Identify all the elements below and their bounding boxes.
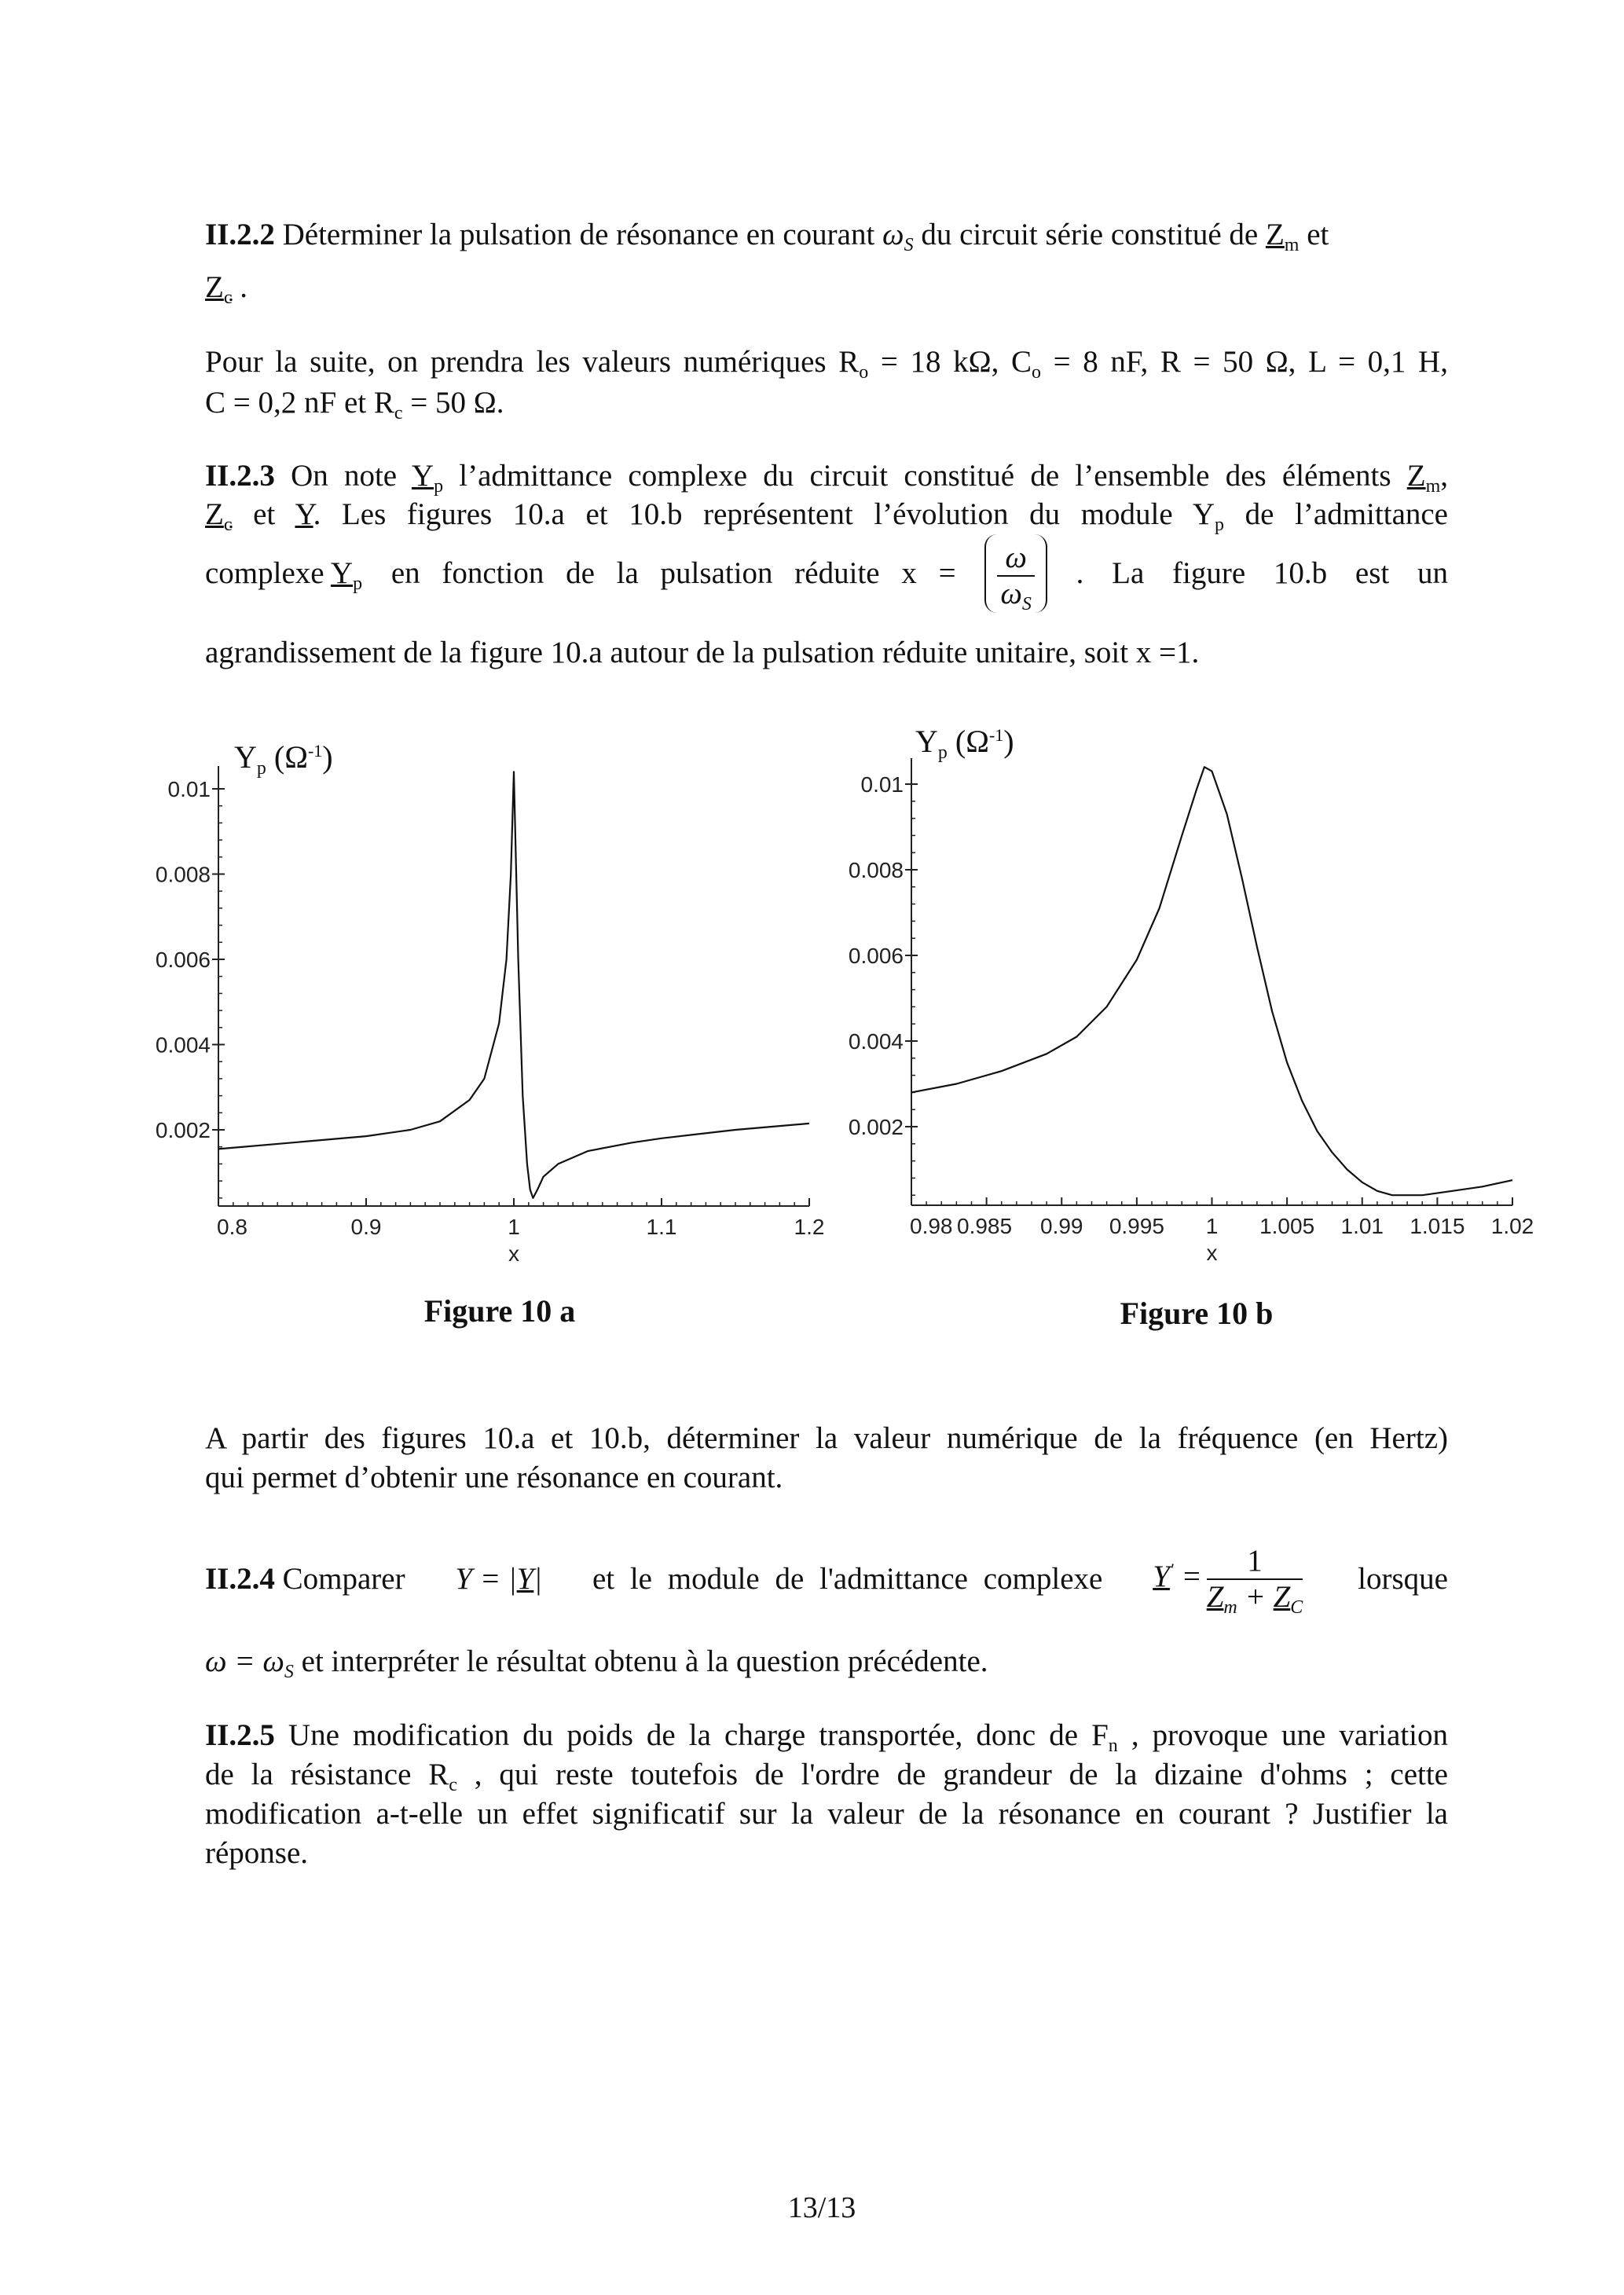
- figure-10b-curve: [911, 767, 1512, 1195]
- text: . Les figures 10.a et 10.b représentent l’évolution du module Y: [313, 497, 1215, 531]
- figure-10b-y-tick-label: 0.004: [848, 1029, 904, 1054]
- question-frequency-line-2: [205, 1460, 1448, 1496]
- figure-10b-x-tick-label: 0.995: [1109, 1214, 1164, 1238]
- sub: c: [394, 403, 403, 423]
- figure-10a-y-tick-label: 0.002: [155, 1118, 211, 1142]
- text: ,: [1440, 459, 1448, 493]
- figure-10a-caption: Figure 10 a: [423, 1293, 576, 1329]
- question-2-4-line-2: [205, 1644, 1448, 1680]
- omega-equation: $\omega = \omega_S$: [205, 1644, 294, 1682]
- figure-10a-x-tick-label: 1.1: [646, 1215, 677, 1239]
- zm-symbol: $Z_m$: [1265, 218, 1300, 255]
- text: agrandissement de la figure 10.a autour de la pulsation réduite unitaire, soit x =1.: [205, 636, 1200, 669]
- y-modulus-equation: Y = |Y|: [455, 1562, 543, 1596]
- text: en fonction de la pulsation réduite x =: [390, 556, 956, 590]
- text: = 18 kΩ, C: [868, 345, 1032, 379]
- figure-10a-y-tick-label: 0.008: [155, 862, 211, 887]
- figure-10b-x-tick-label: 1.01: [1340, 1214, 1384, 1238]
- y-symbol: Y: [295, 497, 313, 531]
- sub: o: [859, 362, 869, 383]
- text: A partir des figures 10.a et 10.b, déterminer la valeur numérique de la fréquence (en Hertz): [205, 1421, 1448, 1455]
- text: modification a-t-elle un effet significatif sur la valeur de la résonance en courant ? Justifier la: [205, 1797, 1448, 1831]
- figure-10a-x-label: x: [508, 1241, 519, 1266]
- omega-s-symbol: $\omega_S$: [882, 218, 914, 255]
- text: = 50 Ω.: [402, 386, 504, 420]
- text: . La figure 10.b est un: [1076, 556, 1448, 590]
- figure-10a-y-tick-label: 0.01: [167, 777, 211, 801]
- text: l’admittance complexe du circuit constitué de l’ensemble des éléments: [443, 459, 1407, 493]
- question-2-5-line-4: [205, 1835, 1448, 1872]
- sub: c: [449, 1775, 457, 1795]
- figure-10b-x-tick-label: 0.98: [910, 1214, 953, 1238]
- figure-10b-y-tick-label: 0.01: [860, 772, 904, 797]
- text: , qui reste toutefois de l'ordre de grandeur de la dizaine d'ohms ; cette: [456, 1758, 1448, 1791]
- figure-10b-x-tick-label: 1.015: [1410, 1214, 1465, 1238]
- text: et: [1299, 218, 1329, 251]
- figure-10a-ylabel: $Y_p$ $(\Omega^{-1})$: [234, 739, 333, 779]
- text: Pour la suite, on prendra les valeurs numériques R: [205, 345, 860, 379]
- text: Comparer: [274, 1562, 405, 1596]
- question-number: II.2.3: [205, 459, 275, 493]
- yp-symbol: $Y_p$: [330, 556, 363, 594]
- zc-symbol: $Z_c$: [205, 497, 233, 535]
- text: complexe: [205, 556, 331, 590]
- figure-10b-x-tick-label: 1: [1205, 1214, 1219, 1238]
- zm-symbol: $Z_m$: [1406, 459, 1441, 497]
- figure-10b-x-tick-label: 1.005: [1259, 1214, 1315, 1238]
- text: On note: [274, 459, 412, 493]
- figure-10b-y-tick-label: 0.008: [848, 858, 904, 882]
- text: = 8 nF, R = 50 Ω, L = 0,1 H,: [1041, 345, 1448, 379]
- yp-symbol: $Y_p$: [411, 459, 444, 497]
- text: lorsque: [1358, 1562, 1448, 1596]
- y-prime-equation: Y' = $\frac{1}{Z_m + Z_C}$: [1153, 1544, 1303, 1618]
- text: de l’admittance: [1224, 497, 1448, 531]
- figure-10b-y-tick-label: 0.006: [848, 944, 904, 968]
- text: , provoque une variation: [1117, 1718, 1448, 1752]
- figure-10b-x-tick-label: 0.985: [957, 1214, 1013, 1238]
- figure-10a-x-tick-label: 1: [508, 1215, 520, 1239]
- question-2-4-line-1: [205, 1536, 1448, 1622]
- figure-10b-caption: Figure 10 b: [1120, 1296, 1274, 1331]
- sub: o: [1032, 362, 1041, 383]
- figure-10b-y-tick-label: 0.002: [848, 1115, 904, 1139]
- text: de la résistance R: [205, 1758, 449, 1791]
- text: du circuit série constitué de: [913, 218, 1266, 251]
- figure-10a-curve: [218, 772, 809, 1198]
- figure-10a-y-tick-label: 0.004: [155, 1032, 211, 1058]
- figure-10a-x-tick-label: 1.2: [794, 1215, 825, 1239]
- text: Une modification du poids de la charge transportée, donc de F: [274, 1718, 1109, 1752]
- question-2-5-line-1: [205, 1718, 1448, 1754]
- text: et interpréter le résultat obtenu à la question précédente.: [293, 1644, 988, 1678]
- text: Déterminer la pulsation de résonance en courant: [274, 218, 883, 251]
- text: et: [232, 497, 295, 531]
- text: et le module de l'admittance complexe: [592, 1562, 1103, 1596]
- figure-10a-x-tick-label: 0.8: [217, 1215, 247, 1239]
- text: C = 0,2 nF et R: [205, 386, 394, 420]
- question-number: II.2.4: [205, 1562, 275, 1596]
- page-number: 13/13: [787, 2191, 856, 2224]
- sub: n: [1108, 1736, 1118, 1756]
- figure-10a-y-tick-label: 0.006: [155, 948, 211, 972]
- figure-10b-x-label: x: [1206, 1241, 1218, 1265]
- question-frequency-line-1: [205, 1421, 1448, 1457]
- figure-10b-ylabel: $Y_p$ $(\Omega^{-1})$: [915, 724, 1014, 763]
- zc-symbol: $Z_c$: [205, 270, 233, 308]
- question-2-5-line-2: [205, 1757, 1448, 1793]
- text-group: [205, 1561, 405, 1597]
- text: .: [232, 270, 247, 304]
- text: qui permet d’obtenir une résonance en courant.: [205, 1461, 783, 1494]
- figure-10b-x-tick-label: 1.02: [1490, 1214, 1534, 1238]
- question-number: II.2.2: [205, 218, 275, 251]
- reduced-pulsation-fraction: $\frac{\omega}{\omega_S}$: [984, 534, 1047, 613]
- figure-10b-x-tick-label: 0.99: [1040, 1214, 1083, 1238]
- text: réponse.: [205, 1836, 309, 1870]
- question-2-5-line-3: [205, 1796, 1448, 1832]
- sub: p: [1215, 515, 1225, 535]
- question-number: II.2.5: [205, 1718, 275, 1752]
- figure-10a-x-tick-label: 0.9: [350, 1215, 382, 1239]
